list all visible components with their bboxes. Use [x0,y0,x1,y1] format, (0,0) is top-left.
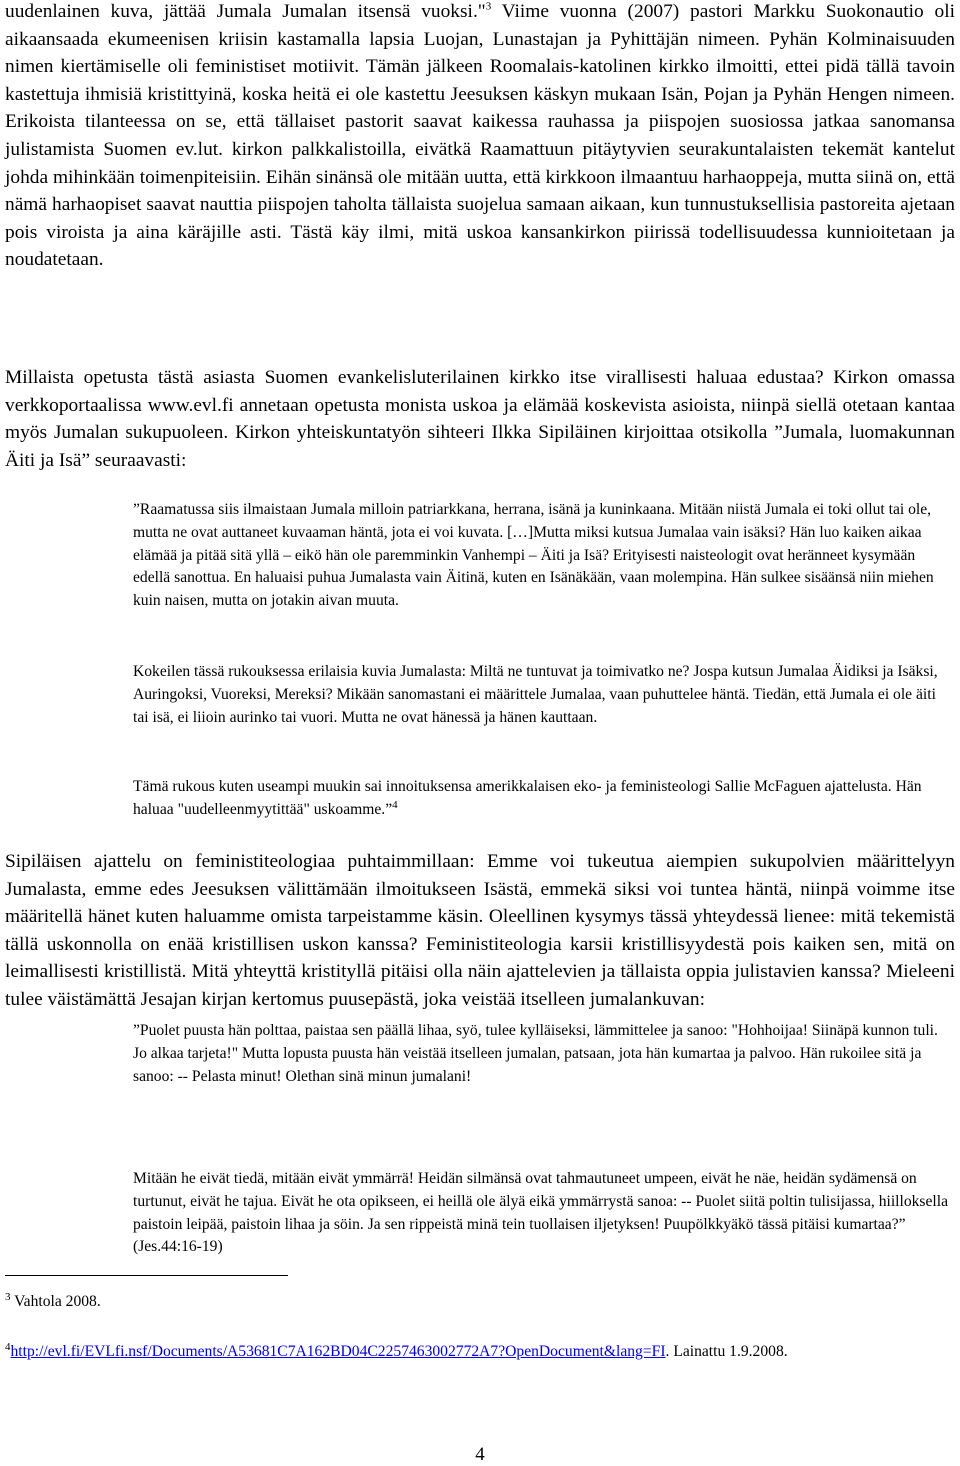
quote-1-paragraph-1: ”Raamatussa siis ilmaistaan Jumala milloin patriarkkana, herrana, isänä ja kuninkaana. Mitään niistä Jumala ei toki ollut tai ole, mutta ne ovat auttaneet kuvaaman häntä, jota ei voi kuvata. […]Mutta miksi kutsua Jumalaa vain isäksi? Hän luo kaiken aikaa elämää ja pitää sitä yllä – eikö hän ole paremminkin Vanhempi – Äiti ja Isä? Erityisesti naisteologit ovat heränneet kysymään edellä sanottua. En haluaisi puhua Jumalasta vain Äitinä, kuten en Isänäkään, vaan molempina. Hän sulkee sisäänsä niin miehen kuin naisen, mutta on jotakin aivan muuta. [133,501,934,610]
footnote-3-marker: 3 [5,1290,11,1303]
footnote-3 [5,1291,955,1313]
footnote-reference-4[interactable]: 4 [392,798,398,811]
quote-1-paragraph-3-text: Tämä rukous kuten useampi muukin sai innoituksensa amerikkalaisen eko- ja feministeologi Sallie McFaguen ajattelusta. Hän haluaa "uudelleenmyytittää" uskoamme.” [133,778,922,818]
footnote-reference-3[interactable]: 3 [485,0,492,13]
body-paragraph-2: Millaista opetusta tästä asiasta Suomen evankelisluterilainen kirkko itse virallisesti haluaa edustaa? Kirkon omassa verkkoportaalissa www.evl.fi annetaan opetusta monista uskoa ja elämää koskevista asioista, niinpä siellä otetaan kantaa myös Jumalan sukupuoleen. Kirkon yhteiskuntatyön sihteeri Ilkka Sipiläinen kirjoittaa otsikolla ”Jumala, luomakunnan Äiti ja Isä” seuraavasti: [5,367,955,471]
quote-1-paragraph-3 [133,776,955,822]
body-paragraph-1 [5,0,955,274]
footnote-4-marker: 4 [5,1340,11,1353]
footnote-4-link[interactable]: http://evl.fi/EVLfi.nsf/Documents/A53681C7A162BD04C2257463002772A7?OpenDocument&lang=FI [10,1343,666,1360]
paragraph-1-text-a: uudenlainen kuva, jättää Jumala Jumalan itsensä vuoksi." [5,1,486,22]
page-number: 4 [475,1444,485,1465]
body-paragraph-3: Sipiläisen ajattelu on feministiteologiaa puhtaimmillaan: Emme voi tukeutua aiempien sukupolvien määrittelyyn Jumalasta, emme edes Jeesuksen välittämään ilmoitukseen Isästä, emmekä siksi voi tuntea häntä, niinpä voimme itse määritellä hänet kuten haluamme omista tarpeistamme käsin. Oleellinen kysymys tässä yhteydessä lienee: mitä tekemistä tällä uskonnolla on enää kristillisen uskon kanssa? Feministiteologia karsii kristillisyydestä pois kaiken sen, mitä on leimallisesti kristillistä. Mitä yhteyttä kristityllä pitäisi olla näin ajattelevien ja tällaista oppia julistavien kanssa? Mieleeni tulee väistämättä Jesajan kirjan kertomus puusepästä, joka veistää itselleen jumalankuvan: [5,851,955,1010]
footnote-separator [5,1275,288,1276]
footnote-4-text: . Lainattu 1.9.2008. [665,1343,788,1360]
quote-2-paragraph-1: ”Puolet puusta hän polttaa, paistaa sen päällä lihaa, syö, tulee kylläiseksi, lämmittelee ja sanoo: "Hohhoijaa! Siinäpä kunnon tuli. Jo alkaa tarjeta!" Mutta lopusta puusta hän veistää itselleen jumalan, patsaan, jota hän kumartaa ja palvoo. Hän rukoilee sitä ja sanoo: -- Pelasta minut! Olethan sinä minun jumalani! [133,1022,938,1085]
paragraph-1-text-b: Viime vuonna (2007) pastori Markku Suokonautio oli aikaansaada ekumeenisen kriisin kastamalla lapsia Luojan, Lunastajan ja Pyhittäjän nimeen. Pyhän Kolminaisuuden nimen kiertämiselle oli feministiset motiivit. Tämän jälkeen Roomalais-katolinen kirkko ilmoitti, ettei pidä tällä tavoin kastettuja ihmisiä kristittyinä, koska heitä ei ole kastettu Jeesuksen käskyn mukaan Isän, Pojan ja Pyhän Hengen nimeen. Erikoista tilanteessa on se, että tällaiset pastorit saavat kaikessa rauhassa ja piispojen suosiossa jatkaa sanomansa julistamista Suomen ev.lut. kirkon palkkalistoilla, eivätkä Raamattuun pitäytyvien seurakuntalaisten tekemät kantelut johda mihinkään toimenpiteisiin. Eihän sinänsä ole mitään uutta, että kirkkoon ilmaantuu harhaoppeja, mutta siinä on, että nämä harhaopiset saavat nauttia piispojen taholta tällaista suojelua samaan aikaan, kun tunnustuksellisia pastoreita ajetaan pois viroista ja aina käräjille asti. Tästä käy ilmi, mitä uskoa kansankirkon piirissä todellisuudessa kunnioitetaan ja noudatetaan. [5,1,955,271]
footnote-3-text: Vahtola 2008. [10,1293,101,1310]
quote-1-paragraph-2: Kokeilen tässä rukouksessa erilaisia kuvia Jumalasta: Miltä ne tuntuvat ja toimivatko ne? Jospa kutsun Jumalaa Äidiksi ja Isäksi, Auringoksi, Vuoreksi, Mereksi? Mikään sanomastani ei määrittele Jumalaa, vaan puhuttelee häntä. Tiedän, että Jumala ei ole äiti tai isä, ei liioin aurinko tai vuori. Mutta ne ovat hänessä ja hänen kauttaan. [133,663,938,726]
footnote-4 [5,1341,955,1363]
quote-2-paragraph-2: Mitään he eivät tiedä, mitään eivät ymmärrä! Heidän silmänsä ovat tahmautuneet umpeen, eivät he näe, heidän sydämensä on turtunut, eivät he tajua. Eivät he ota opikseen, ei heillä ole älyä eikä ymmärrystä sanoa: -- Puolet siitä poltin tulisijassa, hiilloksella paistoin leipää, paistoin lihaa ja söin. Ja sen rippeistä minä tein tuollaisen iljetyksen! Puupölkkyäkö tässä pitäisi kumartaa?” (Jes.44:16-19) [133,1170,948,1256]
